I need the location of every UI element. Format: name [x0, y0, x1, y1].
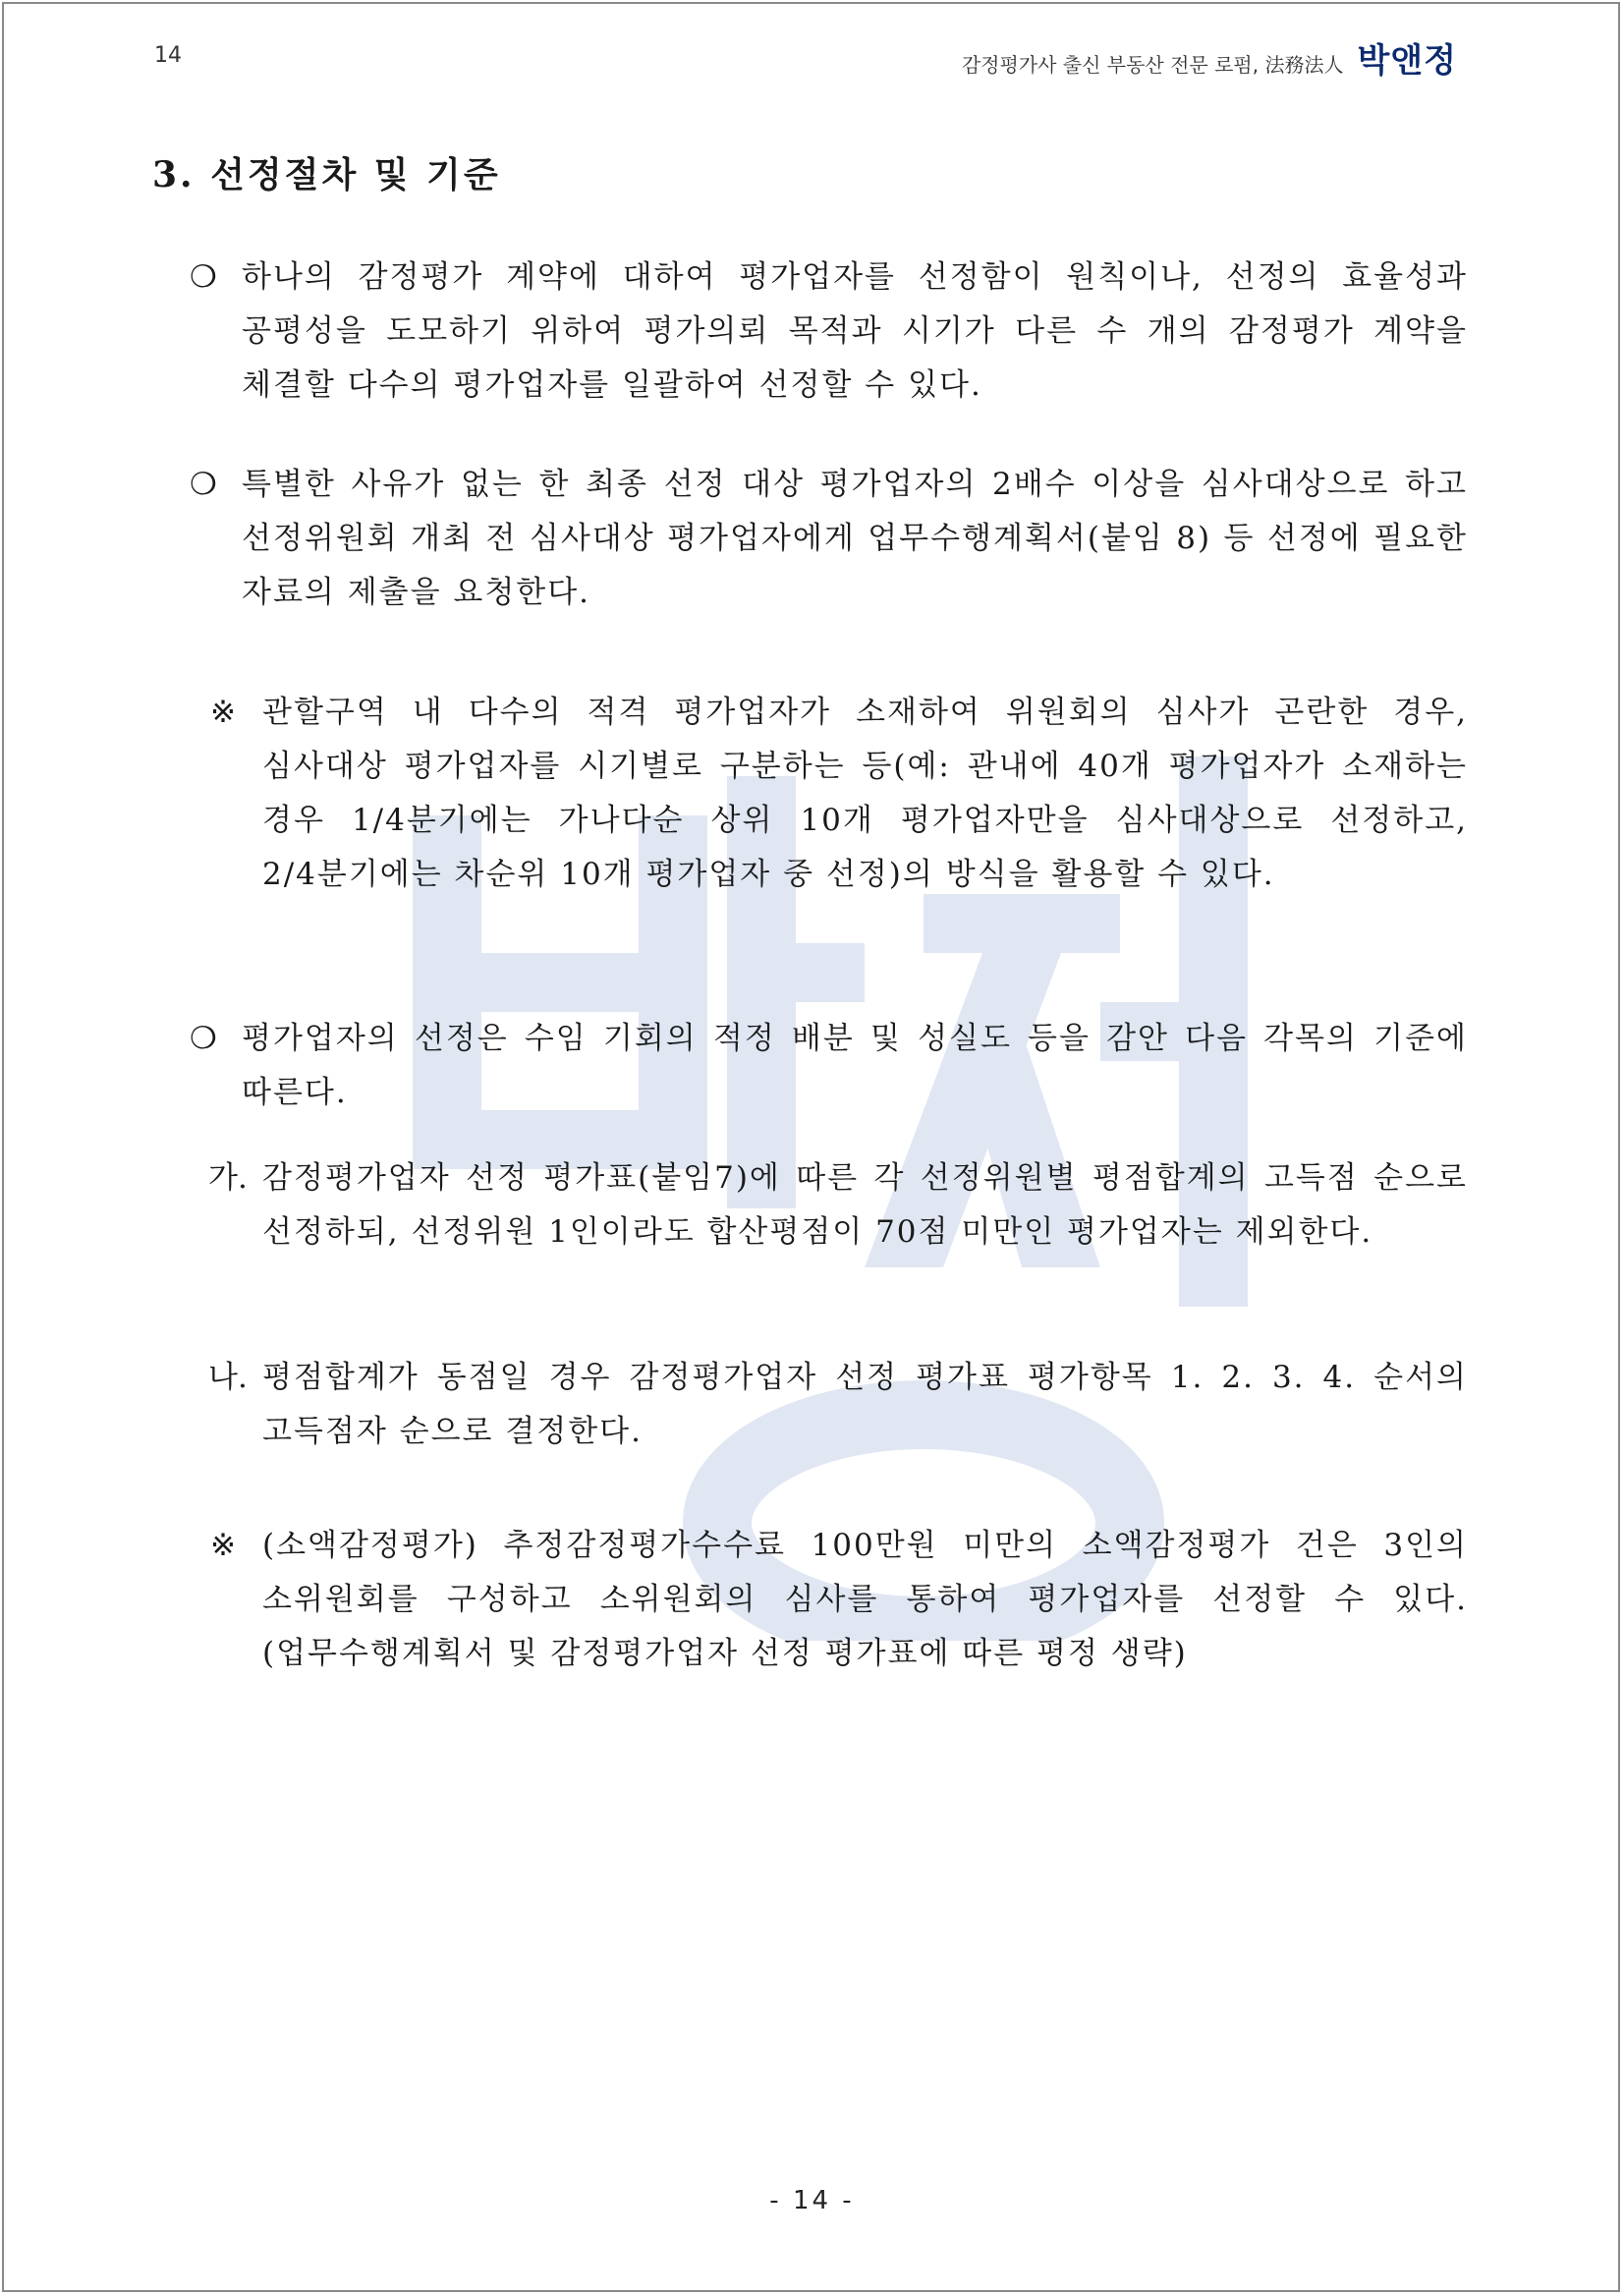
section-title: 3. 선정절차 및 기준 [152, 154, 501, 196]
circle-bullet-icon: ❍ [190, 467, 217, 502]
header-firm [962, 33, 1457, 82]
list-item-label: 나. [208, 1360, 248, 1395]
list-item-text: 평점합계가 동점일 경우 감정평가업자 선정 평가표 평가항목 1. 2. 3. 4. 순서의 고득점자 순으로 결정한다. [262, 1360, 1468, 1449]
firm-logo: 박앤정 [1357, 41, 1457, 81]
paragraph-text: 특별한 사유가 없는 한 최종 선정 대상 평가업자의 2배수 이상을 심사대상으로 하고 선정위원회 개최 전 심사대상 평가업자에게 업무수행계획서(붙임 8) 등 선정에 필요한 자료의 제출을 요청한다. [242, 467, 1468, 610]
note-text: (소액감정평가) 추정감정평가수수료 100만원 미만의 소액감정평가 건은 3인의 소위원회를 구성하고 소위원회의 심사를 통하여 평가업자를 선정할 수 있다.(업무수행계획서 및 감정평가업자 선정 평가표에 따른 평정 생략) [262, 1528, 1468, 1671]
reference-mark-icon: ※ [210, 1528, 236, 1563]
paragraph-text: 평가업자의 선정은 수임 기회의 적정 배분 및 성실도 등을 감안 다음 각목의 기준에 따른다. [242, 1021, 1468, 1110]
list-item-label: 가. [208, 1160, 248, 1196]
footer-page-number: - 14 - [769, 2186, 855, 2215]
header-page-number: 14 [154, 43, 182, 68]
header-tagline: 감정평가사 출신 부동산 전문 로펌, 法務法人 [961, 53, 1344, 77]
circle-bullet-icon: ❍ [190, 259, 217, 295]
list-item-text: 감정평가업자 선정 평가표(붙임7)에 따른 각 선정위원별 평점합계의 고득점 순으로 선정하되, 선정위원 1인이라도 합산평점이 70점 미만인 평가업자는 제외한다. [262, 1160, 1468, 1250]
reference-mark-icon: ※ [210, 695, 236, 730]
note-text: 관할구역 내 다수의 적격 평가업자가 소재하여 위원회의 심사가 곤란한 경우, 심사대상 평가업자를 시기별로 구분하는 등(예: 관내에 40개 평가업자가 소재하는 경우 1/4분기에는 가나다순 상위 10개 평가업자만을 심사대상으로 선정하고, 2/4분기에는 차순위 10개 평가업자 중 선정)의 방식을 활용할 수 있다. [262, 695, 1468, 892]
circle-bullet-icon: ❍ [190, 1021, 217, 1056]
paragraph-text: 하나의 감정평가 계약에 대하여 평가업자를 선정함이 원칙이나, 선정의 효율성과 공평성을 도모하기 위하여 평가의뢰 목적과 시기가 다른 수 개의 감정평가 계약을 체결할 다수의 평가업자를 일괄하여 선정할 수 있다. [242, 259, 1468, 403]
